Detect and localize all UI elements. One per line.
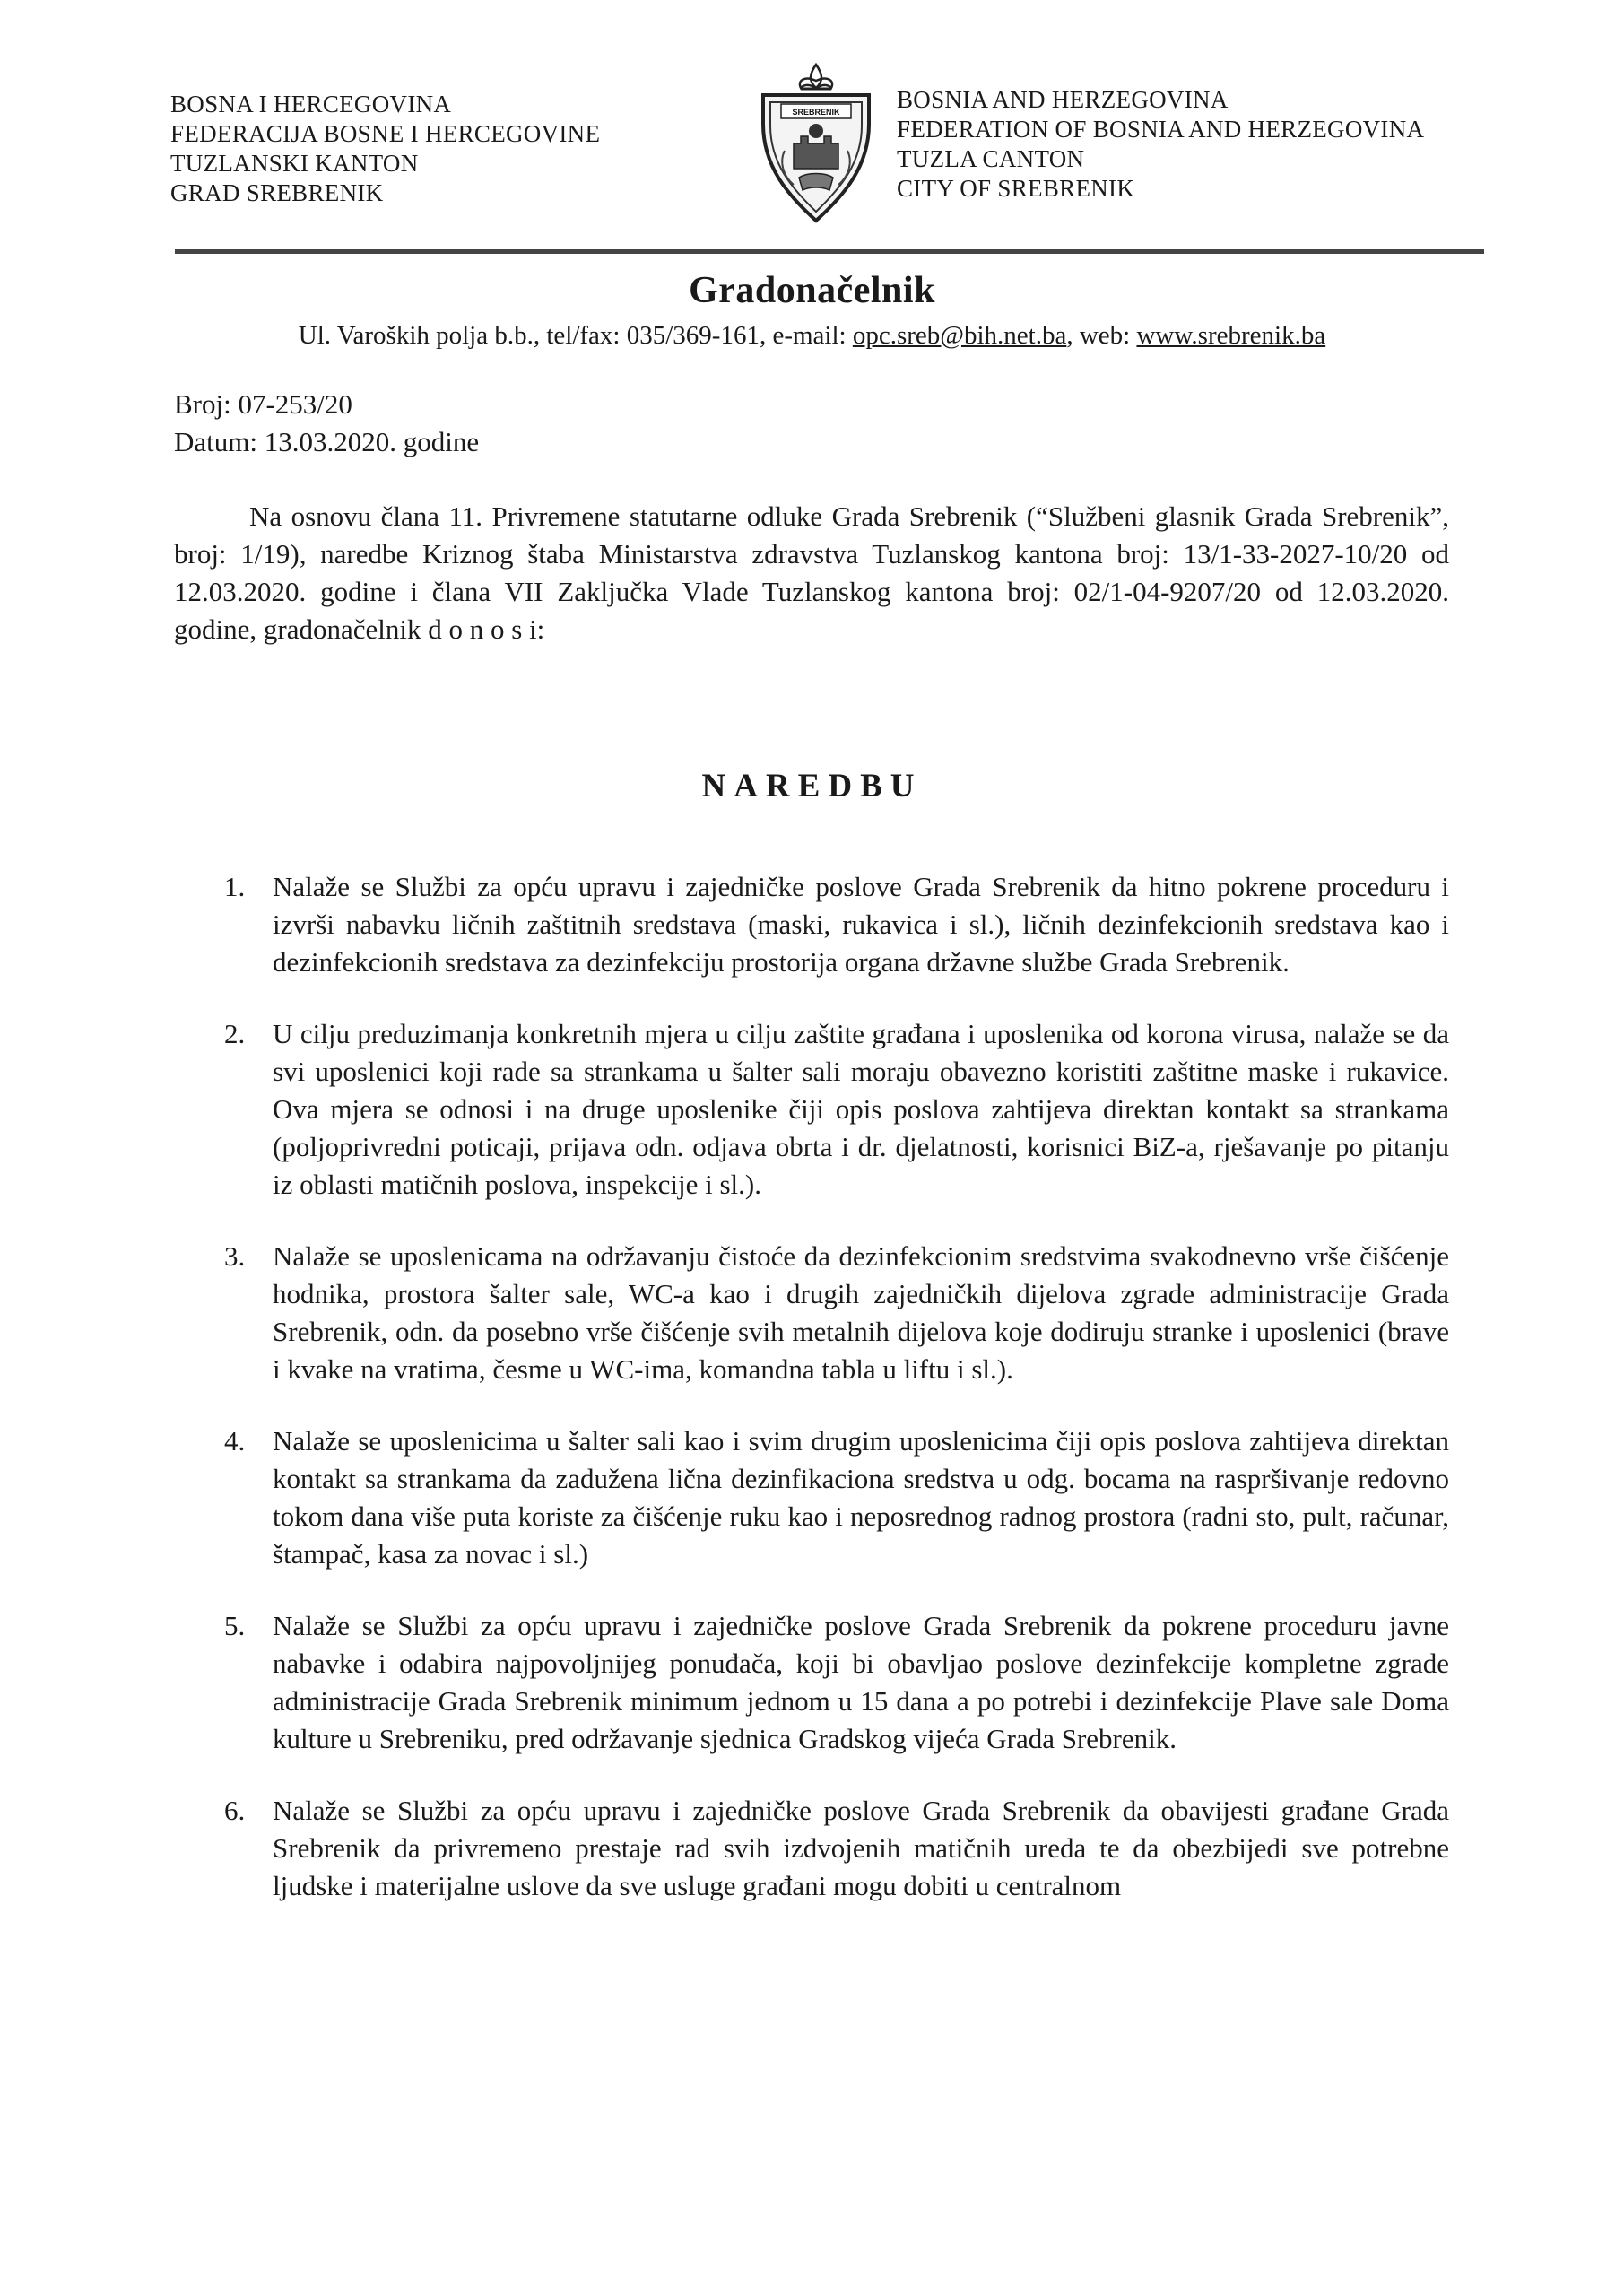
header-left-block — [170, 90, 744, 208]
list-item — [174, 1607, 1449, 1758]
contact-web-label: , web: — [1066, 321, 1137, 350]
contact-address: Ul. Varoških polja b.b., tel/fax: 035/369-161, e-mail: — [298, 321, 853, 350]
item-text: Nalaže se uposlenicama na održavanju čistoće da dezinfekcionim sredstvima svakodnevno vrše čišćenje hodnika, prostora šalter sale, WC-a kao i drugih zajedničkih dijelova zgrade administracije Grada Srebrenik, odn. da posebno vrše čišćenje svih metalnih dijelova koje dodiruju stranke i uposlenici (brave i kvake na vratima, česme u WC-ima, komandna tabla u liftu i sl.). — [273, 1240, 1449, 1385]
item-number: 6. — [224, 1795, 246, 1826]
header-right-block — [897, 85, 1542, 204]
crest-label: SREBRENIK — [792, 108, 840, 117]
item-number: 5. — [224, 1610, 246, 1641]
document-date: Datum: 13.03.2020. godine — [174, 426, 480, 457]
item-text: Nalaže se uposlenicima u šalter sali kao i svim drugim uposlenicima čiji opis poslova zahtijeva direktan kontakt sa strankama da zadužena lična dezinfikaciona sredstva u odg. bocama na raspršivanje redovno tokom dana više puta koriste za čišćenje ruku kao i neposrednog radnog prostora (radni sto, pult, računar, štampač, kasa za novac i sl.) — [273, 1425, 1449, 1570]
document-title: NAREDBU — [701, 768, 923, 804]
item-text: Nalaže se Službi za opću upravu i zajedničke poslove Grada Srebrenik da obavijesti građane Grada Srebrenik da privremeno prestaje rad svih izdvojenih matičnih ureda te da obezbijedi sve potrebne ljudske i materijalne uslove da sve usluge građani mogu dobiti u centralnom — [273, 1795, 1449, 1901]
item-number: 2. — [224, 1018, 246, 1049]
item-number: 4. — [224, 1425, 246, 1457]
office-title: Gradonačelnik — [689, 270, 935, 311]
header-left-line: GRAD SREBRENIK — [170, 179, 384, 206]
item-number: 3. — [224, 1240, 246, 1272]
list-item — [174, 1015, 1449, 1204]
document-meta — [174, 386, 479, 461]
item-text: Nalaže se Službi za opću upravu i zajedničke poslove Grada Srebrenik da pokrene proceduru javne nabavke i odabira najpovoljnijeg ponuđača, koji bi obavljao poslove dezinfekcije kompletne zgrade administracije Grada Srebrenik minimum jednom u 15 dana a po potrebi i dezinfekcije Plave sale Doma kulture u Srebreniku, pred održavanje sjednica Gradskog vijeća Grada Srebrenik. — [273, 1610, 1449, 1754]
header-left-line: FEDERACIJA BOSNE I HERCEGOVINE — [170, 120, 601, 147]
item-text: U cilju preduzimanja konkretnih mjera u cilju zaštite građana i uposlenika od korona virusa, nalaže se da svi uposlenici koji rade sa strankama u šalter sali moraju obavezno koristiti zaštitne maske i rukavice. Ova mjera se odnosi i na druge uposlenike čiji opis poslova zahtijeva direktan kontakt sa strankama (poljoprivredni poticaji, prijava odn. odjava obrta i dr. djelatnosti, korisnici BiZ-a, rješavanje po pitanju iz oblasti matičnih poslova, inspekcije i sl.). — [273, 1018, 1449, 1200]
header-right-line: FEDERATION OF BOSNIA AND HERZEGOVINA — [897, 116, 1425, 143]
contact-line — [0, 321, 1624, 351]
header-divider — [175, 249, 1484, 254]
city-crest-icon — [758, 61, 874, 227]
header-left-line: BOSNA I HERCEGOVINA — [170, 91, 452, 117]
list-item — [174, 1238, 1449, 1388]
intro-paragraph: Na osnovu člana 11. Privremene statutarne odluke Grada Srebrenik (“Službeni glasnik Grada Srebrenik”, broj: 1/19), naredbe Kriznog štaba Ministarstva zdravstva Tuzlanskog kantona broj: 13/1-33-2027-10/20 od 12.03.2020. godine i člana VII Zaključka Vlade Tuzlanskog kantona broj: 02/1-04-9207/20 od 12.03.2020. godine, gradonačelnik d o n o s i: — [174, 500, 1449, 645]
order-items-list — [174, 868, 1449, 1939]
list-item — [174, 868, 1449, 981]
list-item — [174, 1792, 1449, 1905]
header-left-line: TUZLANSKI KANTON — [170, 150, 419, 177]
header-right-line: BOSNIA AND HERZEGOVINA — [897, 86, 1229, 113]
header-right-line: CITY OF SREBRENIK — [897, 175, 1135, 202]
header-right-line: TUZLA CANTON — [897, 145, 1085, 172]
document-number: Broj: 07-253/20 — [174, 388, 352, 420]
item-number: 1. — [224, 871, 246, 902]
list-item — [174, 1422, 1449, 1573]
item-text: Nalaže se Službi za opću upravu i zajedničke poslove Grada Srebrenik da hitno pokrene proceduru i izvrši nabavku ličnih zaštitnih sredstava (maski, rukavica i sl.), ličnih dezinfekcionih sredstava kao i dezinfekcionih sredstava za dezinfekciju prostorija organa državne službe Grada Srebrenik. — [273, 871, 1449, 978]
contact-web-link[interactable]: www.srebrenik.ba — [1136, 321, 1326, 350]
contact-email-link[interactable]: opc.sreb@bih.net.ba — [852, 321, 1067, 350]
